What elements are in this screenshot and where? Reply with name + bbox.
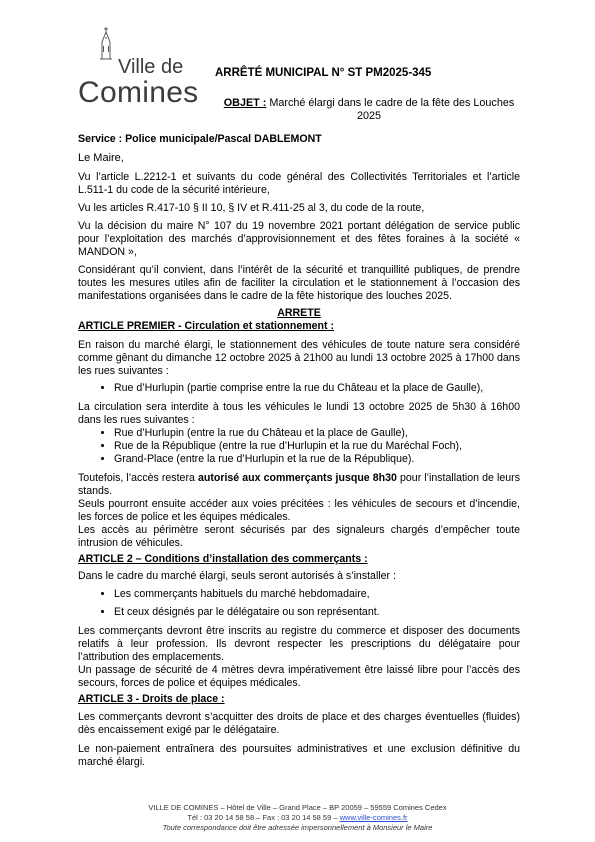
considerant-paragraph: Considérant qu’il convient, dans l’intérêt de la sécurité et tranquillité publiques, de prendre toutes les mesures utiles afin de faciliter la circulation et le stationnement à l’occasion des manifestations organisées dans le cadre de la fête historique des louches 2025. xyxy=(78,264,520,302)
website-link[interactable]: www.ville-comines.fr xyxy=(339,813,408,822)
objet-text: Marché élargi dans le cadre de la fête des Louches xyxy=(269,97,515,109)
article1-list-1 xyxy=(78,382,520,395)
vu-paragraph-3: Vu la décision du maire N° 107 du 19 novembre 2021 portant délégation de service public pour l’exploitation des marchés d’approvisionnement et des fêtes foraines à la société « MANDON », xyxy=(78,220,520,258)
article1-p3-end: pour l’installation de leurs stands. xyxy=(78,472,520,497)
page-footer xyxy=(100,803,495,833)
article1-paragraph-1: En raison du marché élargi, le stationnement des véhicules de toute nature sera considéré comme gênant du dimanche 12 octobre 2025 à 21h00 au lundi 13 octobre 2025 à 17h00 dans les rues suivantes : xyxy=(78,339,520,377)
logo-line1: Ville de xyxy=(118,56,184,78)
list-item: • Rue de la République (entre la rue d’Hurlupin et la rue du Maréchal Foch), xyxy=(114,440,520,453)
article3-paragraph-2: Le non-paiement entraînera des poursuites administratives et une exclusion définitive du marché élargi. xyxy=(78,743,520,768)
list-item: • Grand-Place (entre la rue d’Hurlupin et la rue de la République). xyxy=(114,453,520,466)
footer-contact xyxy=(100,813,495,823)
article1-paragraph-2: La circulation sera interdite à tous les véhicules le lundi 13 octobre 2025 de 5h30 à 16h00 dans les rues suivantes : xyxy=(78,401,520,426)
list-item: • Et ceux désignés par le délégataire ou son représentant. xyxy=(114,606,520,619)
article1-p3-bold: autorisé aux commerçants jusque 8h30 xyxy=(197,472,397,484)
article1-paragraph-3 xyxy=(78,472,520,498)
article1-p3-start: Toutefois, l’accès restera xyxy=(78,472,198,484)
objet-label: OBJET : xyxy=(223,97,267,109)
footer-notice: Toute correspondance doit être adressée impersonnellement à Monsieur le Maire xyxy=(162,823,433,832)
footer-phone-fax: Tél : 03 20 14 58 58 – Fax : 03 20 14 58 59 – xyxy=(187,813,340,822)
list-item: • Rue d’Hurlupin (partie comprise entre la rue du Château et la place de Gaulle), xyxy=(114,382,520,395)
article2-paragraph-3: Un passage de sécurité de 4 mètres devra impérativement être laissé libre pour l’accès des secours, forces de police et équipes médicales. xyxy=(78,664,520,689)
city-logo xyxy=(74,26,199,110)
article1-paragraph-5: Les accès au périmètre seront sécurisés par des signaleurs chargés d’empêcher toute intrusion de véhicules. xyxy=(78,524,520,549)
article1-title: ARTICLE PREMIER - Circulation et stationnement : xyxy=(78,320,335,332)
article3-paragraph-1: Les commerçants devront s’acquitter des droits de place et des charges éventuelles (fluides) dès encaissement exigé par le délégataire. xyxy=(78,711,520,736)
article2-paragraph-1: Dans le cadre du marché élargi, seuls seront autorisés à s’installer : xyxy=(78,570,396,582)
church-tower-icon xyxy=(96,26,116,60)
vu-paragraph-1: Vu l’article L.2212-1 et suivants du code général des Collectivités Territoriales et l’article L.511-1 du code de la sécurité intérieure, xyxy=(78,171,520,196)
objet xyxy=(204,97,534,123)
service-line: Service : Police municipale/Pascal DABLEMONT xyxy=(78,133,322,145)
list-item: • Rue d’Hurlupin (entre la rue du Château et la place de Gaulle), xyxy=(114,427,520,440)
article2-title: ARTICLE 2 – Conditions d’installation des commerçants : xyxy=(78,553,368,565)
footer-address: VILLE DE COMINES – Hôtel de Ville – Grand Place – BP 20059 – 59559 Comines Cedex xyxy=(148,803,447,812)
logo-line2: Comines xyxy=(78,76,199,109)
objet-year: 2025 xyxy=(356,110,382,122)
article2-paragraph-2: Les commerçants devront être inscrits au registre du commerce et disposer des documents relatifs à leur profession. Ils devront respecter les prescriptions du délégataire pour l’attribution des emplacements. xyxy=(78,625,520,663)
page-title: ARRÊTÉ MUNICIPAL N° ST PM2025-345 xyxy=(215,67,432,79)
document-body xyxy=(78,133,520,769)
maire-line: Le Maire, xyxy=(78,152,124,164)
arrete-heading: ARRETE xyxy=(277,307,321,319)
article1-list-2 xyxy=(78,427,520,466)
article2-list xyxy=(78,588,520,619)
article1-paragraph-4: Seuls pourront ensuite accéder aux voies précitées : les véhicules de secours et d’incendie, les forces de police et les équipes médicales. xyxy=(78,498,520,523)
article3-title: ARTICLE 3 - Droits de place : xyxy=(78,693,225,705)
vu-paragraph-2: Vu les articles R.417-10 § II 10, § IV et R.411-25 al 3, du code de la route, xyxy=(78,202,425,214)
list-item: • Les commerçants habituels du marché hebdomadaire, xyxy=(114,588,520,601)
